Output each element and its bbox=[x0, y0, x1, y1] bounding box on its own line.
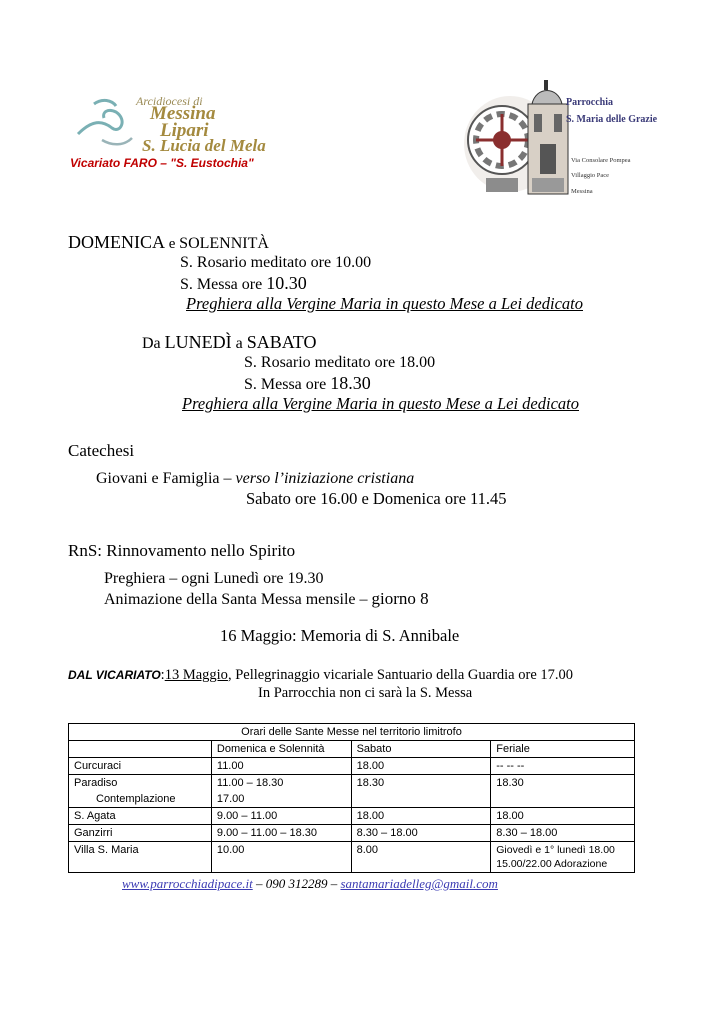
rns-line2-a: Animazione della Santa Messa mensile – bbox=[104, 591, 372, 608]
parish-address-3: Messina bbox=[571, 188, 593, 195]
website-link[interactable]: www.parrocchiadipace.it bbox=[122, 876, 253, 891]
table-cell: 9.00 – 11.00 bbox=[211, 808, 351, 825]
catechesi-title: Catechesi bbox=[68, 441, 135, 460]
rns-line2-b: giorno 8 bbox=[371, 589, 429, 608]
table-row bbox=[69, 758, 635, 775]
feriale-title-a: Da bbox=[142, 335, 165, 352]
catechesi-line bbox=[96, 470, 414, 488]
rns-line1-b: Lunedì ore 19.30 bbox=[213, 570, 324, 587]
table-cell: 18.00 bbox=[351, 758, 491, 775]
vicariato-note-date: 13 Maggio bbox=[164, 667, 228, 683]
table-cell: Paradiso bbox=[69, 775, 212, 792]
rns-line2 bbox=[104, 589, 429, 609]
diocese-line4: S. Lucia del Mela bbox=[142, 136, 266, 155]
vicariato-note-line2: In Parrocchia non ci sarà la S. Messa bbox=[258, 685, 473, 701]
table-cell: 8.30 – 18.00 bbox=[351, 825, 491, 842]
phone-number: 090 312289 bbox=[265, 876, 328, 891]
table-cell: 18.30 bbox=[491, 775, 635, 792]
diocese-line1: Arcidiocesi di bbox=[136, 94, 203, 108]
rns-line1-a: Preghiera – ogni bbox=[104, 570, 214, 587]
vicariato-note bbox=[68, 667, 573, 684]
feriale-title-d: SABATO bbox=[246, 332, 317, 352]
diocese-line2: Messina bbox=[150, 103, 216, 124]
diocese-line3: Lipari bbox=[160, 120, 209, 141]
table-row bbox=[69, 825, 635, 842]
catechesi-orari: Sabato ore 16.00 e Domenica ore 11.45 bbox=[246, 489, 507, 508]
domenica-title-a: DOMENICA bbox=[68, 232, 165, 252]
feriale-rosario: S. Rosario meditato ore 18.00 bbox=[244, 354, 436, 371]
rns-title: RnS: Rinnovamento nello Spirito bbox=[68, 541, 296, 560]
memoria-line bbox=[220, 626, 459, 646]
vicariato-label: Vicariato FARO – "S. Eustochia" bbox=[70, 156, 254, 170]
feriale-preghiera: Preghiera alla Vergine Maria in questo Mese a Lei dedicato bbox=[182, 394, 579, 413]
rns-line1 bbox=[104, 570, 324, 588]
feriale-messa-label: S. Messa ore bbox=[244, 376, 331, 393]
table-row bbox=[69, 842, 635, 873]
table-cell: 10.00 bbox=[211, 842, 351, 873]
feriale-title bbox=[142, 332, 316, 353]
domenica-title-b: e bbox=[165, 236, 180, 252]
table-cell: Villa S. Maria bbox=[69, 842, 212, 873]
catechesi-line-a: Giovani e Famiglia – bbox=[96, 470, 236, 487]
table-header-row bbox=[69, 741, 635, 758]
footer-contacts bbox=[122, 876, 498, 892]
mass-times-table bbox=[68, 723, 635, 873]
table-cell: 18.00 bbox=[351, 808, 491, 825]
domenica-title-c: SOLENNITÀ bbox=[179, 235, 269, 252]
table-cell bbox=[491, 842, 635, 873]
table-cell: 11.00 bbox=[211, 758, 351, 775]
church-dome-icon bbox=[462, 74, 574, 200]
memoria-date: 16 Maggio bbox=[220, 626, 292, 645]
domenica-messa-time: 10.30 bbox=[266, 273, 307, 293]
parish-address-1: Via Consolare Pompea bbox=[571, 157, 631, 164]
table-cell: S. Agata bbox=[69, 808, 212, 825]
parish-name-line2: S. Maria delle Grazie bbox=[566, 114, 658, 125]
villa-feriale-line1: Giovedì e 1° lunedì 18.00 bbox=[496, 844, 615, 856]
footer-sep-1: – bbox=[252, 876, 266, 891]
table-row bbox=[69, 775, 635, 792]
table-cell bbox=[491, 791, 635, 808]
villa-feriale-line2: 15.00/22.00 Adorazione bbox=[496, 858, 608, 870]
vicariato-note-label: DAL VICARIATO bbox=[68, 668, 161, 682]
table-header-cell bbox=[69, 741, 212, 758]
domenica-messa bbox=[180, 273, 307, 294]
vicariato-note-sep: : bbox=[160, 667, 165, 683]
memoria-text: : Memoria di S. Annibale bbox=[291, 626, 460, 645]
domenica-title bbox=[68, 232, 269, 253]
domenica-rosario: S. Rosario meditato ore 10.00 bbox=[180, 254, 372, 271]
table-cell: 18.30 bbox=[351, 775, 491, 792]
email-link[interactable]: santamariadelleg@gmail.com bbox=[340, 876, 498, 891]
table-cell: Curcuraci bbox=[69, 758, 212, 775]
table-cell: -- -- -- bbox=[491, 758, 635, 775]
table-cell: 8.00 bbox=[351, 842, 491, 873]
table-cell: Ganzirri bbox=[69, 825, 212, 842]
table-caption-row bbox=[69, 724, 635, 741]
vicariato-note-text: , Pellegrinaggio vicariale Santuario della Guardia bbox=[227, 667, 519, 683]
table-header-cell: Domenica e Solennità bbox=[211, 741, 351, 758]
feriale-title-b: LUNEDÌ bbox=[164, 332, 232, 352]
parish-address-2: Villaggio Pace bbox=[571, 172, 610, 179]
domenica-preghiera: Preghiera alla Vergine Maria in questo Mese a Lei dedicato bbox=[186, 294, 583, 313]
feriale-messa bbox=[244, 373, 371, 394]
table-cell: 17.00 bbox=[211, 791, 351, 808]
table-cell: 8.30 – 18.00 bbox=[491, 825, 635, 842]
table-cell: 18.00 bbox=[491, 808, 635, 825]
table-header-cell: Sabato bbox=[351, 741, 491, 758]
parish-name-line1: Parrocchia bbox=[566, 97, 614, 108]
feriale-title-c: a bbox=[231, 335, 247, 352]
table-cell: 11.00 – 18.30 bbox=[211, 775, 351, 792]
table-header-cell: Feriale bbox=[491, 741, 635, 758]
vicariato-note-ore: ore 17.00 bbox=[518, 667, 574, 683]
table-row bbox=[69, 791, 635, 808]
table-row bbox=[69, 808, 635, 825]
table-cell bbox=[351, 791, 491, 808]
table-cell: Contemplazione bbox=[69, 791, 212, 808]
footer-sep-2: – bbox=[327, 876, 341, 891]
table-cell: 9.00 – 11.00 – 18.30 bbox=[211, 825, 351, 842]
feriale-messa-time: 18.30 bbox=[330, 373, 371, 393]
domenica-messa-label: S. Messa ore bbox=[180, 276, 267, 293]
table-caption: Orari delle Sante Messe nel territorio limitrofo bbox=[69, 724, 635, 741]
catechesi-line-b: verso l’iniziazione cristiana bbox=[235, 470, 415, 487]
